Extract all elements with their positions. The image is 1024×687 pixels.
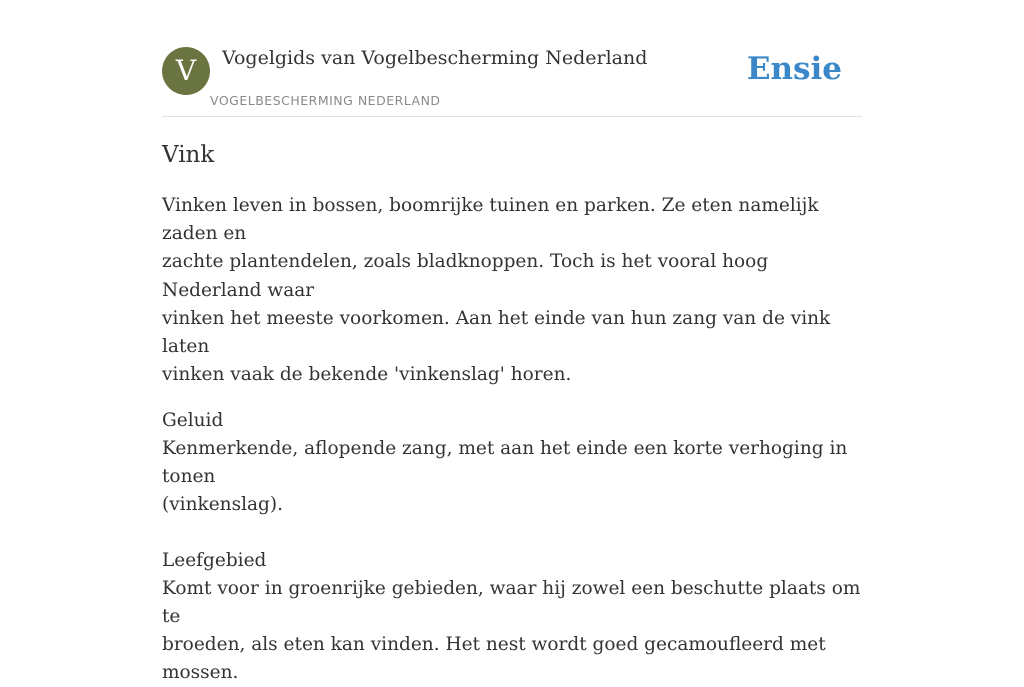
section-leefgebied xyxy=(162,547,864,687)
source-avatar[interactable]: V xyxy=(162,47,210,95)
section-text: Komt voor in groenrijke gebieden, waar hij zowel een beschutte plaats om te broeden, als eten kan vinden. Het nest wordt goed gecamoufleerd met mossen. xyxy=(162,578,861,684)
section-text: Kenmerkende, aflopende zang, met aan het einde een korte verhoging in tonen (vinkenslag). xyxy=(162,438,848,516)
source-header xyxy=(162,0,862,117)
article xyxy=(162,138,864,687)
source-title[interactable]: Vogelgids van Vogelbescherming Nederland xyxy=(222,47,648,69)
section-geluid xyxy=(162,407,864,519)
article-title: Vink xyxy=(162,142,215,168)
section-heading: Geluid xyxy=(162,410,224,432)
article-intro: Vinken leven in bossen, boomrijke tuinen en parken. Ze eten namelijk zaden en zachte plantendelen, zoals bladknoppen. Toch is het vooral hoog Nederland waar vinken het meeste voorkomen. Aan het einde van hun zang van de vink laten vinken vaak de bekende 'vinkenslag' horen. xyxy=(162,195,831,386)
section-heading: Leefgebied xyxy=(162,550,267,572)
source-publisher[interactable]: VOGELBESCHERMING NEDERLAND xyxy=(210,93,441,108)
section-spacer xyxy=(162,519,864,547)
ensie-logo[interactable]: Ensie xyxy=(746,51,842,87)
